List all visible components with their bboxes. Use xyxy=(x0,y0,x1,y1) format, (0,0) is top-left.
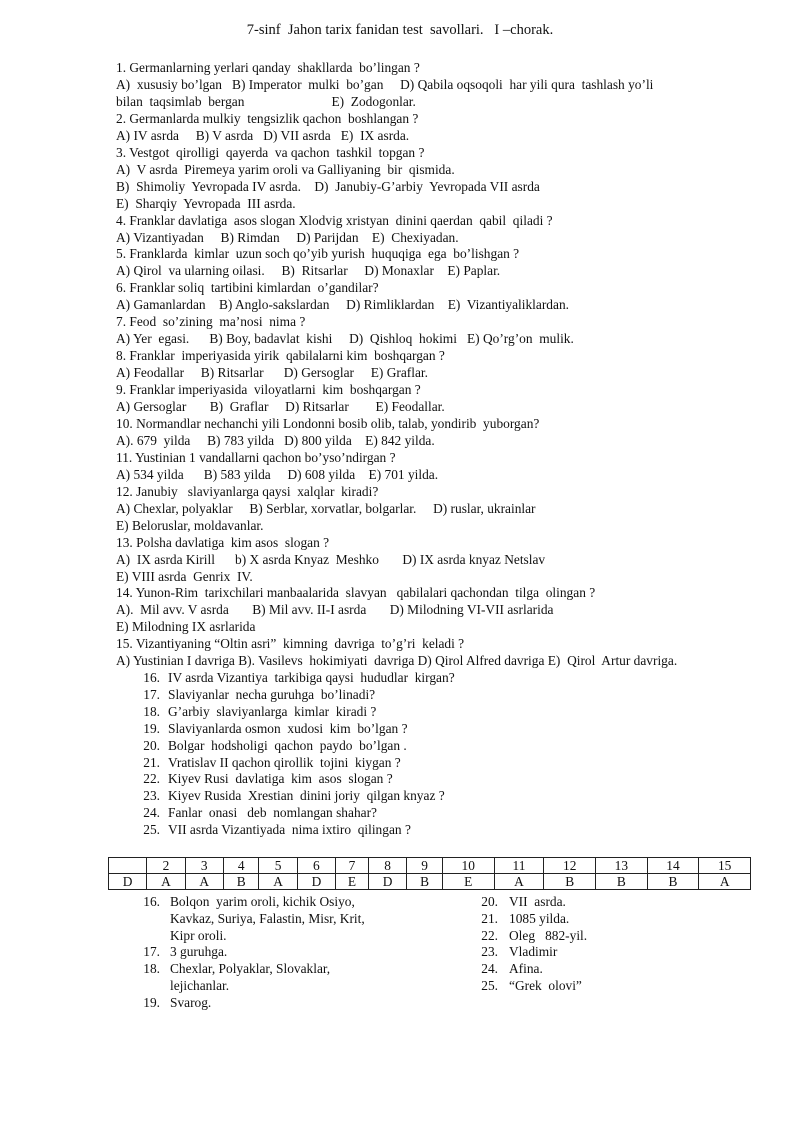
question-line: A) Gamanlardan B) Anglo-sakslardan D) Rimliklardan E) Vizantiyaliklardan. xyxy=(116,297,569,313)
open-question-text: VII asrda Vizantiyada nima ixtiro qilingan ? xyxy=(168,822,411,838)
open-question-text: Vratislav II qachon qirollik tojini kiygan ? xyxy=(168,754,401,770)
answer-key-answer-cell: A xyxy=(494,874,544,890)
question-line: 10. Normandlar nechanchi yili Londonni bosib olib, talab, yondirib yuborgan? xyxy=(116,415,540,431)
answer-number: 17. xyxy=(143,944,160,960)
question-line: B) Shimoliy Yevropada IV asrda. D) Janubiy-G’arbiy Yevropada VII asrda xyxy=(116,178,540,194)
answer-key-number-cell: 3 xyxy=(185,858,223,874)
question-line: A) Chexlar, polyaklar B) Serblar, xorvatlar, bolgarlar. D) ruslar, ukrainlar xyxy=(116,500,536,516)
answer-key-number-cell: 7 xyxy=(336,858,369,874)
question-line: 14. Yunon-Rim tarixchilari manbaalarida slavyan qabilalari qachondan tilga olingan ? xyxy=(116,585,596,601)
answer-text: Oleg 882-yil. xyxy=(509,927,588,943)
question-line: A) Feodallar B) Ritsarlar D) Gersoglar E) Graflar. xyxy=(116,365,428,381)
question-line: 2. Germanlarda mulkiy tengsizlik qachon boshlangan ? xyxy=(116,110,419,126)
answer-key-number-cell: 5 xyxy=(259,858,297,874)
answer-key-answer-cell: E xyxy=(442,874,494,890)
question-line: E) Beloruslar, moldavanlar. xyxy=(116,517,264,533)
open-question-number: 23. xyxy=(143,788,160,804)
answer-key-number-cell: 6 xyxy=(297,858,335,874)
answer-number: 18. xyxy=(143,961,160,977)
answer-text: Afina. xyxy=(509,961,543,977)
answer-key-numbers-row xyxy=(109,858,751,874)
question-line: A) Yer egasi. B) Boy, badavlat kishi D) Qishloq hokimi E) Qo’rg’on mulik. xyxy=(116,331,574,347)
question-line: A). 679 yilda B) 783 yilda D) 800 yilda E) 842 yilda. xyxy=(116,432,435,448)
open-question-number: 24. xyxy=(143,805,160,821)
open-question-text: Slaviyanlar necha guruhga bo’linadi? xyxy=(168,686,376,702)
answer-key-number-cell: 15 xyxy=(699,858,751,874)
answer-key-answer-cell: B xyxy=(647,874,699,890)
question-line: 11. Yustinian 1 vandallarni qachon bo’yso’ndirgan ? xyxy=(116,449,396,465)
answer-text: Chexlar, Polyaklar, Slovaklar, xyxy=(170,961,331,977)
question-line: A) IV asrda B) V asrda D) VII asrda E) IX asrda. xyxy=(116,127,410,143)
question-line: E) Milodning IX asrlarida xyxy=(116,619,256,635)
answer-text: Svarog. xyxy=(170,994,212,1010)
answer-text: “Grek olovi” xyxy=(509,978,582,993)
answer-number: 21. xyxy=(481,910,498,926)
answer-key-number-cell: 10 xyxy=(442,858,494,874)
open-question-text: Bolgar hodsholigi qachon paydo bo’lgan . xyxy=(168,737,407,753)
question-line: 13. Polsha davlatiga kim asos slogan ? xyxy=(116,534,330,550)
open-question-number: 25. xyxy=(143,822,160,838)
answer-key-answer-cell: D xyxy=(297,874,335,890)
answer-key-answer-cell: A xyxy=(185,874,223,890)
question-line: 9. Franklar imperiyasida viloyatlarni kim boshqargan ? xyxy=(116,382,421,398)
answer-text: 1085 yilda. xyxy=(509,910,570,926)
answer-key-number-cell: 13 xyxy=(596,858,648,874)
answer-number: 24. xyxy=(481,961,498,977)
open-question-text: Slaviyanlarda osmon xudosi kim bo’lgan ? xyxy=(168,720,408,736)
open-question-number: 17. xyxy=(143,686,160,702)
open-question-text: G’arbiy slaviyanlarga kimlar kiradi ? xyxy=(168,703,377,719)
question-line: 6. Franklar soliq tartibini kimlardan o’gandilar? xyxy=(116,280,379,296)
answer-key-answer-cell: B xyxy=(596,874,648,890)
answer-number: 23. xyxy=(481,944,498,960)
open-question-number: 21. xyxy=(143,754,160,770)
open-question-number: 20. xyxy=(143,737,160,753)
answer-number: 16. xyxy=(143,894,160,909)
answer-key-answers-row xyxy=(109,874,751,890)
answer-key-answer-cell: B xyxy=(223,874,259,890)
page-title: 7-sinf Jahon tarix fanidan test savollari. I –chorak. xyxy=(246,22,554,38)
answer-key-answer-cell: A xyxy=(259,874,297,890)
question-line: 1. Germanlarning yerlari qanday shakllarda bo’lingan ? xyxy=(116,60,420,75)
open-question-text: IV asrda Vizantiya tarkibiga qaysi hududlar kirgan? xyxy=(168,670,455,685)
answer-key-table xyxy=(108,857,751,890)
open-question-text: Kiyev Rusi davlatiga kim asos slogan ? xyxy=(168,771,393,787)
question-line: A). Mil avv. V asrda B) Mil avv. II-I asrda D) Milodning VI-VII asrlarida xyxy=(116,602,554,618)
open-question-number: 18. xyxy=(143,703,160,719)
answer-key-answer-cell: B xyxy=(407,874,443,890)
answer-key-number-cell: 11 xyxy=(494,858,544,874)
open-question-number: 19. xyxy=(143,720,160,736)
question-line: A) Yustinian I davriga B). Vasilevs hokimiyati davriga D) Qirol Alfred davriga E) Qirol Artur davriga. xyxy=(116,653,678,669)
answer-text: Vladimir xyxy=(509,944,558,960)
answer-number: 19. xyxy=(143,994,160,1010)
question-line: 5. Franklarda kimlar uzun soch qo’yib yurish huquqiga ega bo’lishgan ? xyxy=(116,246,520,262)
question-line: E) Sharqiy Yevropada III asrda. xyxy=(116,195,296,211)
answer-key-answer-cell: A xyxy=(699,874,751,890)
open-question-text: Fanlar onasi deb nomlangan shahar? xyxy=(168,805,377,821)
question-line: E) VIII asrda Genrix IV. xyxy=(116,568,253,584)
question-line: A) Qirol va ularning oilasi. B) Ritsarlar D) Monaxlar E) Paplar. xyxy=(116,263,501,279)
question-line: A) 534 yilda B) 583 yilda D) 608 yilda E) 701 yilda. xyxy=(116,466,439,482)
open-question-number: 16. xyxy=(143,670,160,685)
answer-text: VII asrda. xyxy=(509,894,566,909)
answer-key-number-cell: 2 xyxy=(147,858,185,874)
answer-number: 25. xyxy=(481,978,498,993)
answer-key-number-cell: 8 xyxy=(369,858,407,874)
question-line: 12. Janubiy slaviyanlarga qaysi xalqlar kiradi? xyxy=(116,483,379,499)
answer-number: 22. xyxy=(481,927,498,943)
question-line: 8. Franklar imperiyasida yirik qabilalarni kim boshqargan ? xyxy=(116,348,445,364)
answer-text: lejichanlar. xyxy=(170,978,230,993)
answer-key-number-cell: 14 xyxy=(647,858,699,874)
question-line: 4. Franklar davlatiga asos slogan Xlodvig xristyan dinini qaerdan qabil qiladi ? xyxy=(116,212,553,228)
answer-key-number-cell: 12 xyxy=(544,858,596,874)
open-question-number: 22. xyxy=(143,771,160,787)
question-line: A) Gersoglar B) Graflar D) Ritsarlar E) Feodallar. xyxy=(116,399,445,414)
open-question-text: Kiyev Rusida Xrestian dinini joriy qilgan knyaz ? xyxy=(168,788,445,804)
question-line: A) IX asrda Kirill b) X asrda Knyaz Meshko D) IX asrda knyaz Netslav xyxy=(116,551,546,567)
question-line: A) Vizantiyadan B) Rimdan D) Parijdan E) Chexiyadan. xyxy=(116,229,459,245)
answer-key-number-cell xyxy=(109,858,147,874)
question-line: 3. Vestgot qirolligi qayerda va qachon tashkil topgan ? xyxy=(116,144,425,160)
answer-key-answer-cell: D xyxy=(369,874,407,890)
answer-key-answer-cell: A xyxy=(147,874,185,890)
answer-text: Bolqon yarim oroli, kichik Osiyo, xyxy=(170,894,355,909)
answer-key-answer-cell: B xyxy=(544,874,596,890)
answer-key-number-cell: 4 xyxy=(223,858,259,874)
question-line: 7. Feod so’zining ma’nosi nima ? xyxy=(116,314,306,330)
answer-text: Kavkaz, Suriya, Falastin, Misr, Krit, xyxy=(170,910,365,926)
question-line: A) V asrda Piremeya yarim oroli va Galliyaning bir qismida. xyxy=(116,161,455,177)
answer-key-number-cell: 9 xyxy=(407,858,443,874)
answer-text: 3 guruhga. xyxy=(170,944,228,960)
answer-text: Kipr oroli. xyxy=(170,927,227,943)
question-line: A) xususiy bo’lgan B) Imperator mulki bo’gan D) Qabila oqsoqoli har yili qura tashlash yo’li xyxy=(116,76,654,92)
answer-key-answer-cell: E xyxy=(336,874,369,890)
answer-key-answer-cell: D xyxy=(109,874,147,890)
question-line: bilan taqsimlab bergan E) Zodogonlar. xyxy=(116,93,416,109)
answer-number: 20. xyxy=(481,894,498,909)
question-line: 15. Vizantiyaning “Oltin asri” kimning davriga to’g’ri keladi ? xyxy=(116,636,465,652)
